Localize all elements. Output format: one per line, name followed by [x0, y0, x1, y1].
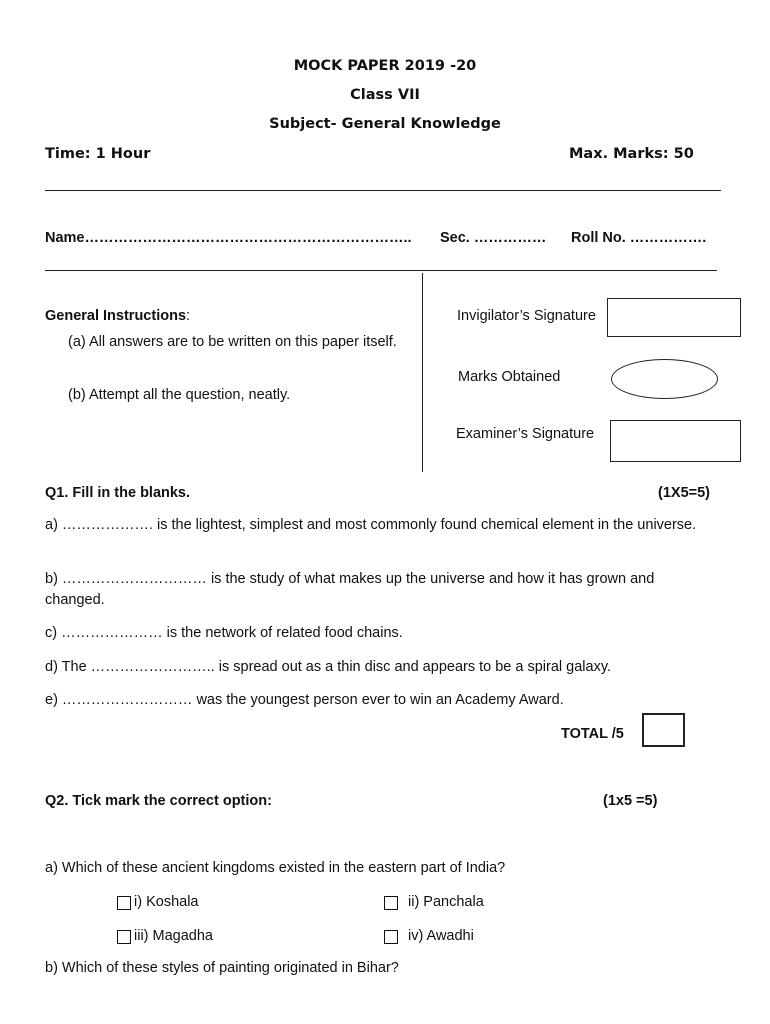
q2-question-a: a) Which of these ancient kingdoms existed in the eastern part of India?	[45, 860, 506, 876]
option-awadhi-checkbox[interactable]	[384, 930, 398, 944]
q1-title: Q1. Fill in the blanks.	[45, 485, 191, 501]
section-field: Sec. ……………	[440, 230, 547, 246]
option-panchala-label: ii) Panchala	[408, 894, 484, 910]
exam-title: MOCK PAPER 2019 -20	[293, 58, 477, 74]
marks-obtained-label: Marks Obtained	[458, 369, 561, 385]
time-label: Time: 1 Hour	[45, 146, 151, 162]
q2-marks: (1x5 =5)	[603, 793, 658, 809]
subject-label: Subject- General Knowledge	[269, 116, 501, 132]
q1-item-b: b) ………………………… is the study of what makes up the universe and how it has grown and	[45, 571, 655, 587]
invigilator-signature-box[interactable]	[607, 298, 741, 337]
invigilator-signature-label: Invigilator’s Signature	[457, 308, 596, 324]
q1-total-box[interactable]	[642, 713, 685, 747]
q2-question-b: b) Which of these styles of painting originated in Bihar?	[45, 960, 399, 976]
instructions-heading: General Instructions:	[45, 308, 191, 324]
examiner-signature-label: Examiner’s Signature	[456, 426, 595, 442]
instruction-a: (a) All answers are to be written on this paper itself.	[68, 334, 397, 350]
roll-number-field: Roll No. …………….	[571, 230, 707, 246]
q1-item-d: d) The …………………….. is spread out as a thin disc and appears to be a spiral galaxy.	[45, 659, 612, 675]
q1-item-c: c) ………………… is the network of related food chains.	[45, 625, 403, 641]
name-field: Name…………………………………………………………..	[45, 230, 412, 246]
option-awadhi-label: iv) Awadhi	[408, 928, 474, 944]
option-koshala-checkbox[interactable]	[117, 896, 131, 910]
student-divider	[45, 270, 717, 271]
q2-title: Q2. Tick mark the correct option:	[45, 793, 272, 809]
class-label: Class VII	[350, 87, 420, 103]
q1-item-e: e) ……………………… was the youngest person ever to win an Academy Award.	[45, 692, 564, 708]
option-magadha-label: iii) Magadha	[134, 928, 213, 944]
marks-obtained-oval[interactable]	[611, 359, 718, 399]
q1-total-label: TOTAL /5	[561, 726, 624, 742]
q1-item-a: a) ………………. is the lightest, simplest and most commonly found chemical element in the universe.	[45, 517, 697, 533]
q1-marks: (1X5=5)	[658, 485, 710, 501]
instructions-divider	[422, 273, 423, 472]
option-panchala-checkbox[interactable]	[384, 896, 398, 910]
examiner-signature-box[interactable]	[610, 420, 741, 462]
header-divider	[45, 190, 721, 191]
option-magadha-checkbox[interactable]	[117, 930, 131, 944]
max-marks-label: Max. Marks: 50	[569, 146, 694, 162]
instruction-b: (b) Attempt all the question, neatly.	[68, 387, 291, 403]
q1-item-b-continued: changed.	[45, 592, 105, 608]
option-koshala-label: i) Koshala	[134, 894, 199, 910]
